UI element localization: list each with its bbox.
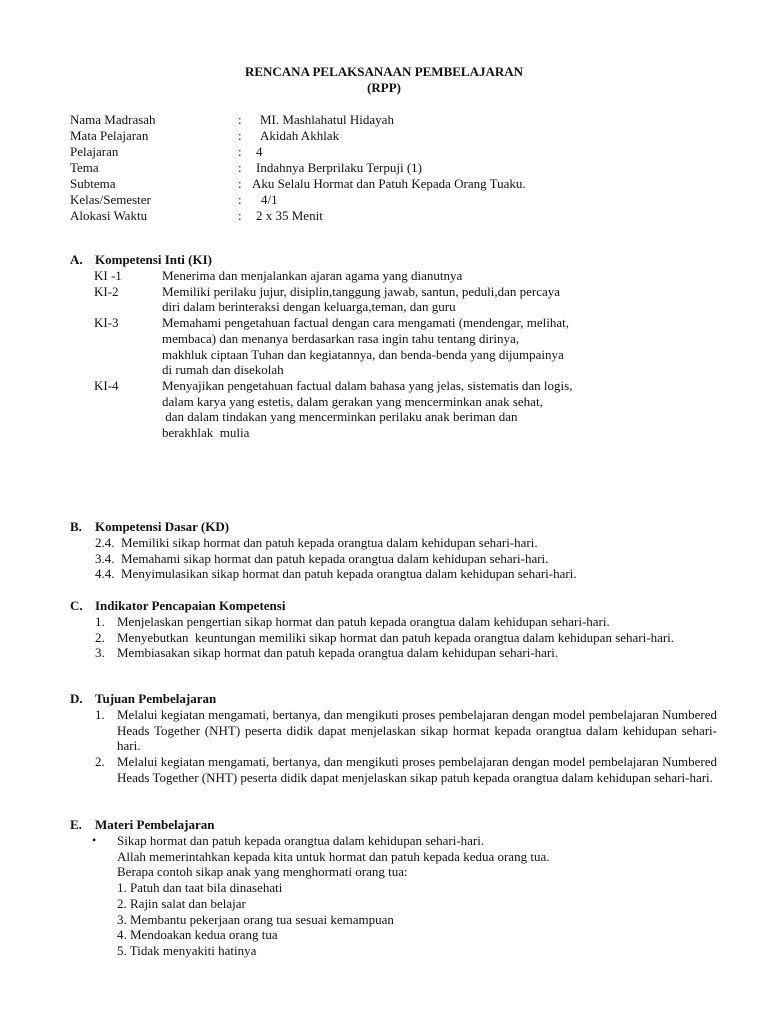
section-title: Tujuan Pembelajaran <box>95 691 217 706</box>
section-letter: E. <box>70 817 82 832</box>
materi-line: 3. Membantu pekerjaan orang tua sesuai kemampuan <box>117 911 394 927</box>
ki-code: KI -1 <box>94 268 122 283</box>
identity-value: MI. Mashlahatul Hidayah <box>260 112 394 127</box>
list-number: 2. <box>95 629 105 645</box>
ki-item <box>70 284 710 315</box>
section-heading <box>70 691 710 707</box>
identity-colon: : <box>238 144 242 159</box>
identity-label: Nama Madrasah <box>70 112 156 127</box>
section-title: Materi Pembelajaran <box>95 817 215 832</box>
section-letter: B. <box>70 519 82 534</box>
ki-text: di rumah dan disekolah <box>162 362 284 378</box>
section-indikator <box>70 598 710 661</box>
kd-item: 2.4. Memiliki sikap hormat dan patuh kepada orangtua dalam kehidupan sehari-hari. <box>95 535 538 550</box>
identity-label: Kelas/Semester <box>70 192 151 207</box>
ki-text: diri dalam berinteraksi dengan keluarga,teman, dan guru <box>162 299 456 315</box>
identity-colon: : <box>238 208 242 223</box>
identity-colon: : <box>238 128 242 143</box>
materi-line: 2. Rajin salat dan belajar <box>117 895 246 911</box>
identity-colon: : <box>238 160 242 175</box>
identity-label: Tema <box>70 160 99 175</box>
document-subtitle: (RPP) <box>367 80 401 95</box>
identity-value: Aku Selalu Hormat dan Patuh Kepada Orang Tuaku. <box>252 176 526 191</box>
ki-text: makhluk ciptaan Tuhan dan kegiatannya, dan benda-benda yang dijumpainya <box>162 346 564 362</box>
section-letter: D. <box>70 691 83 706</box>
section-heading <box>70 598 710 614</box>
identity-colon: : <box>238 192 242 207</box>
ki-code: KI-2 <box>94 283 119 299</box>
list-text: Melalui kegiatan mengamati, bertanya, dan mengikuti proses pembelajaran dengan model pembelajaran Numbered Heads Together (NHT) peserta didik dapat menjelaskan sikap hormat kepada orangtua dalam kehidupan sehari-hari. <box>117 707 717 754</box>
tujuan-list <box>70 707 717 786</box>
ki-code: KI-3 <box>94 315 119 331</box>
list-item <box>95 614 710 630</box>
indikator-list <box>70 614 710 661</box>
identity-value: Indahnya Berprilaku Terpuji (1) <box>256 160 422 175</box>
section-heading <box>70 817 710 833</box>
identity-label: Pelajaran <box>70 144 119 159</box>
section-kompetensi-inti <box>70 252 710 441</box>
identity-colon: : <box>238 176 242 191</box>
list-number: 1. <box>95 614 105 629</box>
materi-line: 4. Mendoakan kedua orang tua <box>117 927 278 943</box>
section-heading <box>70 252 710 268</box>
materi-line: Allah memerintahkan kepada kita untuk hormat dan patuh kepada kedua orang tua. <box>117 848 550 864</box>
section-title: Kompetensi Dasar (KD) <box>95 519 230 534</box>
ki-code: KI-4 <box>94 377 119 393</box>
section-tujuan <box>70 691 717 786</box>
kd-item: 4.4. Menyimulasikan sikap hormat dan patuh kepada orangtua dalam kehidupan sehari-hari. <box>95 566 577 582</box>
ki-item <box>70 378 710 441</box>
section-kompetensi-dasar <box>70 519 710 582</box>
identity-colon: : <box>238 112 242 127</box>
section-heading <box>70 519 710 535</box>
identity-value: Akidah Akhlak <box>260 128 340 143</box>
section-letter: A. <box>70 252 83 267</box>
identity-label: Alokasi Waktu <box>70 208 148 223</box>
identity-value: 2 x 35 Menit <box>256 208 323 223</box>
list-item <box>95 707 717 754</box>
identity-label: Mata Pelajaran <box>70 128 149 143</box>
ki-text: dalam karya yang estetis, dalam gerakan yang mencerminkan anak sehat, <box>162 393 543 409</box>
ki-text: Menerima dan menjalankan ajaran agama yang dianutnya <box>162 268 463 283</box>
identity-label: Subtema <box>70 176 116 191</box>
ki-item <box>70 268 710 284</box>
list-item <box>95 629 717 646</box>
section-title: Kompetensi Inti (KI) <box>95 252 212 267</box>
kd-item: 3.4. Memahami sikap hormat dan patuh kepada orangtua dalam kehidupan sehari-hari. <box>95 550 549 566</box>
ki-text: Memahami pengetahuan factual dengan cara mengamati (mendengar, melihat, membaca) dan menanya berdasarkan rasa ingin tahu tentang dirinya, <box>162 315 569 346</box>
list-text: Menyebutkan keuntungan memiliki sikap hormat dan patuh kepada orangtua dalam kehidupan sehari-hari. <box>117 629 675 645</box>
identity-value: 4 <box>256 144 263 159</box>
materi-block <box>70 833 710 959</box>
list-item <box>95 645 710 661</box>
identity-value: 4/1 <box>261 192 278 207</box>
ki-item <box>70 315 710 378</box>
materi-line: Sikap hormat dan patuh kepada orangtua dalam kehidupan sehari-hari. <box>117 833 485 848</box>
section-letter: C. <box>70 598 83 613</box>
list-item <box>95 754 717 785</box>
ki-text: berakhlak mulia <box>162 425 250 441</box>
materi-line: Berapa contoh sikap anak yang menghormati orang tua: <box>117 864 408 880</box>
section-materi <box>70 817 710 959</box>
list-text: Melalui kegiatan mengamati, bertanya, dan mengikuti proses pembelajaran dengan model pembelajaran Numbered Heads Together (NHT) peserta didik dapat menjelaskan sikap patuh kepada orangtua dalam kehidupan sehari-hari. <box>117 754 717 785</box>
ki-text: Menyajikan pengetahuan factual dalam bahasa yang jelas, sistematis dan logis, <box>162 377 573 393</box>
document-title: RENCANA PELAKSANAAN PEMBELAJARAN <box>244 64 524 79</box>
ki-text: dan dalam tindakan yang mencerminkan perilaku anak beriman dan <box>162 409 518 425</box>
materi-line: 5. Tidak menyakiti hatinya <box>117 942 257 958</box>
list-number: 1. <box>95 707 105 722</box>
ki-text: Memiliki perilaku jujur, disiplin,tanggung jawab, santun, peduli,dan percaya <box>162 283 561 299</box>
list-number: 2. <box>95 754 105 770</box>
materi-line: 1. Patuh dan taat bila dinasehati <box>117 880 283 896</box>
list-text: Membiasakan sikap hormat dan patuh kepada orangtua dalam kehidupan sehari-hari. <box>117 645 559 661</box>
list-number: 3. <box>95 645 105 661</box>
section-title: Indikator Pencapaian Kompetensi <box>95 598 286 613</box>
bullet-icon: • <box>92 833 97 847</box>
list-text: Menjelaskan pengertian sikap hormat dan patuh kepada orangtua dalam kehidupan sehari-hari. <box>117 614 610 629</box>
